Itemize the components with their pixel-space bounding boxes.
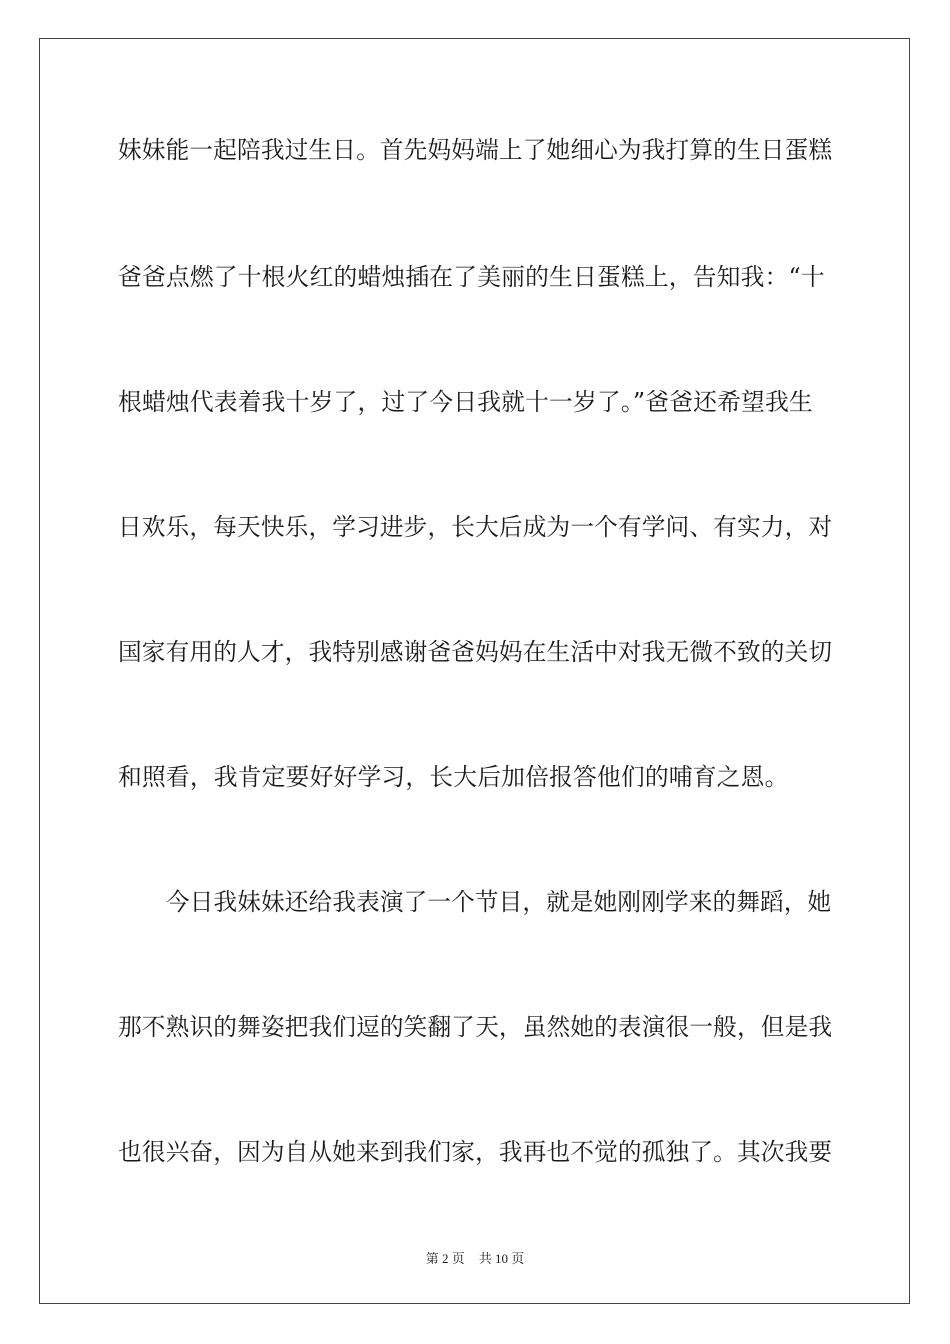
text-line-6: 和照看，我肯定要好好学习，长大后加倍报答他们的哺育之恩。 xyxy=(118,763,789,791)
text-line-1: 妹妹能一起陪我过生日。首先妈妈端上了她细心为我打算的生日蛋糕 xyxy=(118,136,833,164)
text-line-9: 也很兴奋，因为自从她来到我们家，我再也不觉的孤独了。其次我要 xyxy=(118,1138,833,1166)
page-total: 共 10 页 xyxy=(478,1251,525,1266)
text-line-3: 根蜡烛代表着我十岁了，过了今日我就十一岁了。”爸爸还希望我生 xyxy=(118,388,813,416)
text-line-8: 那不熟识的舞姿把我们逗的笑翻了天，虽然她的表演很一般，但是我 xyxy=(118,1013,833,1041)
text-line-2: 爸爸点燃了十根火红的蜡烛插在了美丽的生日蛋糕上，告知我：“十 xyxy=(118,263,825,291)
page-footer xyxy=(0,1248,950,1267)
page-number: 第 2 页 xyxy=(425,1251,465,1266)
text-line-5: 国家有用的人才，我特别感谢爸爸妈妈在生活中对我无微不致的关切 xyxy=(118,638,833,666)
text-line-7-paragraph-start: 今日我妹妹还给我表演了一个节目，就是她刚刚学来的舞蹈，她 xyxy=(166,888,832,916)
text-line-4: 日欢乐，每天快乐，学习进步，长大后成为一个有学问、有实力，对 xyxy=(118,513,833,541)
page-border xyxy=(39,38,910,1304)
